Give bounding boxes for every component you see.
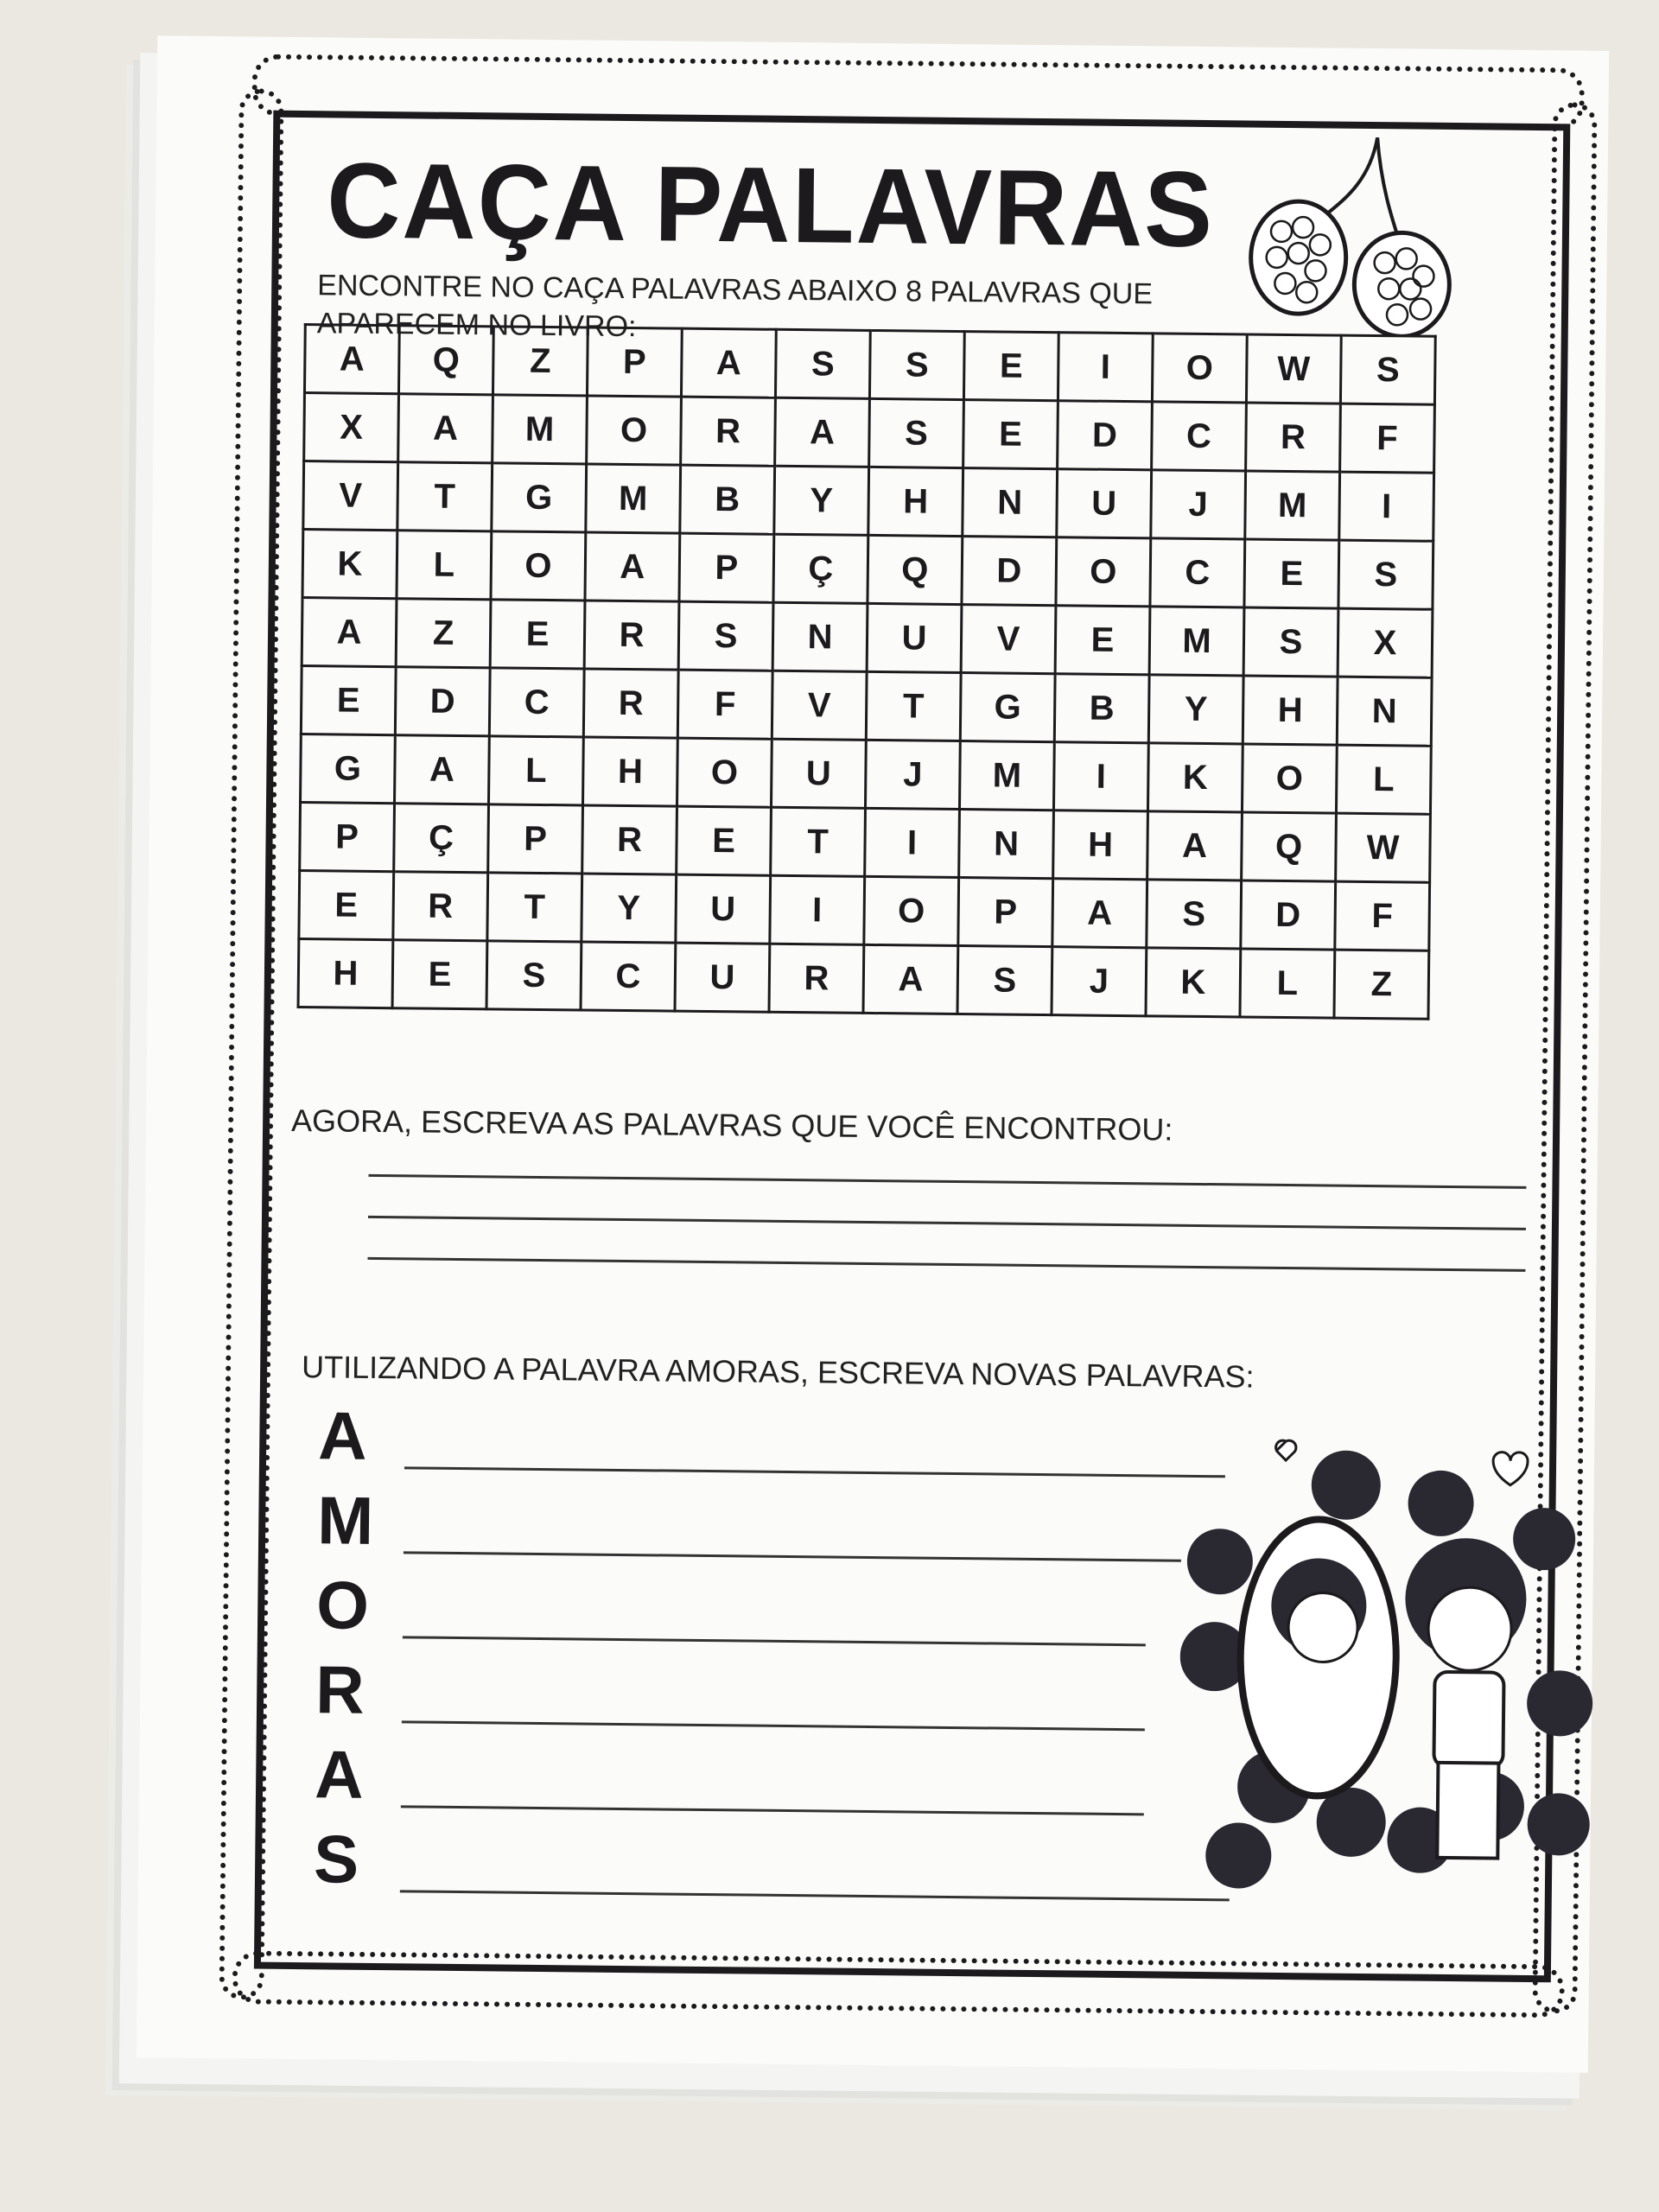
worksheet-page (137, 35, 1609, 2072)
grid-cell[interactable]: I (1053, 742, 1148, 811)
grid-cell[interactable]: Y (582, 874, 677, 943)
grid-cell[interactable]: S (678, 601, 773, 671)
grid-cell[interactable]: M (959, 741, 1054, 810)
grid-cell[interactable]: A (398, 394, 493, 463)
grid-cell[interactable]: L (1336, 745, 1431, 814)
grid-cell[interactable]: J (1151, 470, 1246, 539)
acrostic-line[interactable] (402, 1720, 1145, 1731)
grid-cell[interactable]: U (771, 739, 866, 808)
grid-cell[interactable]: S (869, 398, 964, 467)
grid-cell[interactable]: K (1146, 948, 1241, 1017)
grid-cell[interactable]: R (582, 805, 677, 874)
grid-cell[interactable]: C (489, 668, 584, 737)
acrostic-line[interactable] (403, 1636, 1146, 1646)
grid-cell[interactable]: A (1147, 811, 1243, 880)
grid-cell[interactable]: W (1336, 813, 1431, 882)
grid-cell[interactable]: X (1338, 608, 1433, 677)
answer-line[interactable] (368, 1174, 1526, 1189)
grid-cell[interactable]: B (1054, 674, 1149, 743)
acrostic-letter: A (314, 1736, 365, 1813)
grid-cell[interactable]: F (1335, 881, 1430, 950)
worksheet-frame (254, 111, 1570, 1983)
grid-row (301, 666, 1432, 747)
grid-cell[interactable]: J (1052, 947, 1147, 1016)
grid-cell[interactable]: T (487, 873, 582, 942)
acrostic-line[interactable] (400, 1890, 1230, 1901)
grid-cell[interactable]: H (1243, 676, 1338, 745)
grid-cell[interactable]: V (772, 671, 867, 740)
grid-cell[interactable]: S (1147, 880, 1242, 949)
grid-cell[interactable]: V (303, 461, 398, 531)
grid-cell[interactable]: U (1057, 469, 1152, 538)
grid-cell[interactable]: O (864, 876, 959, 945)
grid-cell[interactable]: S (1243, 607, 1338, 677)
grid-cell[interactable]: E (490, 600, 585, 669)
grid-cell[interactable]: M (1245, 471, 1340, 540)
grid-cell[interactable]: P (300, 803, 395, 872)
acrostic-line[interactable] (404, 1466, 1225, 1478)
grid-cell[interactable]: A (775, 397, 870, 467)
grid-cell[interactable]: A (395, 735, 490, 804)
grid-row (298, 939, 1429, 1020)
instruction-text: ENCONTRE NO CAÇA PALAVRAS ABAIXO 8 PALAVRAS QUE APARECEM NO LIVRO: (316, 269, 1154, 344)
grid-cell[interactable]: P (958, 878, 1053, 947)
grid-cell[interactable]: K (302, 530, 397, 599)
grid-cell[interactable]: N (963, 468, 1058, 537)
grid-row (302, 530, 1433, 610)
grid-cell[interactable]: D (1058, 401, 1153, 470)
grid-cell[interactable]: S (486, 941, 582, 1010)
grid-cell[interactable]: U (867, 603, 962, 672)
grid-cell[interactable]: R (584, 601, 679, 670)
grid-cell[interactable]: R (769, 944, 864, 1013)
grid-cell[interactable]: O (587, 396, 682, 465)
grid-cell[interactable]: Y (1148, 675, 1243, 744)
grid-cell[interactable]: C (581, 942, 676, 1011)
grid-cell[interactable]: Q (868, 535, 963, 604)
grid-cell[interactable]: E (299, 871, 394, 940)
acrostic-letter: A (317, 1397, 368, 1474)
grid-cell[interactable]: R (1246, 403, 1341, 472)
grid-row (301, 734, 1432, 815)
grid-cell[interactable]: R (583, 669, 678, 738)
acrostic-letter: S (313, 1821, 359, 1897)
grid-cell[interactable]: A (302, 598, 397, 667)
grid-cell[interactable]: A (681, 328, 776, 397)
grid-cell[interactable]: C (1152, 402, 1247, 471)
grid-cell[interactable]: M (586, 464, 681, 533)
grid-cell[interactable]: K (1147, 743, 1243, 812)
grid-cell[interactable]: O (1056, 537, 1151, 607)
grid-cell[interactable]: G (492, 463, 587, 532)
grid-cell[interactable]: Z (396, 599, 491, 668)
grid-cell[interactable]: V (961, 605, 1056, 674)
grid-row (302, 598, 1433, 678)
grid-cell[interactable]: I (770, 875, 865, 944)
grid-cell[interactable]: E (963, 400, 1058, 469)
grid-cell[interactable]: D (395, 667, 490, 736)
grid-cell[interactable]: F (677, 670, 772, 739)
grid-cell[interactable]: P (679, 533, 774, 602)
grid-cell[interactable]: S (869, 330, 964, 399)
grid-cell[interactable]: N (772, 602, 868, 671)
grid-cell[interactable]: R (393, 872, 488, 941)
page-title: CAÇA PALAVRAS (326, 141, 1215, 270)
grid-cell[interactable]: E (392, 940, 487, 1009)
grid-cell[interactable]: H (582, 737, 677, 806)
grid-cell[interactable]: S (1340, 335, 1435, 404)
grid-cell[interactable]: Ç (773, 534, 868, 603)
grid-cell[interactable]: E (677, 806, 772, 875)
grid-cell[interactable]: B (680, 465, 775, 534)
grid-cell[interactable]: E (1055, 606, 1150, 675)
grid-cell[interactable]: E (1244, 539, 1339, 608)
grid-cell[interactable]: G (960, 673, 1055, 742)
grid-cell[interactable]: C (1150, 538, 1245, 607)
grid-cell[interactable]: L (397, 531, 492, 600)
answer-line[interactable] (367, 1257, 1525, 1272)
grid-cell[interactable]: S (1338, 540, 1433, 609)
grid-cell[interactable]: P (488, 804, 583, 874)
grid-cell[interactable]: U (675, 943, 770, 1012)
grid-cell[interactable]: O (677, 738, 772, 807)
grid-cell[interactable]: Ç (394, 804, 489, 873)
grid-cell[interactable]: L (489, 736, 584, 805)
grid-cell[interactable]: D (1241, 880, 1336, 950)
grid-cell[interactable]: Z (1334, 950, 1429, 1019)
word-search-grid (297, 323, 1437, 1020)
grid-cell[interactable]: H (868, 467, 963, 536)
grid-cell[interactable]: A (1052, 879, 1147, 948)
grid-row (304, 393, 1435, 474)
grid-cell[interactable]: Y (774, 466, 869, 535)
grid-cell[interactable]: T (771, 807, 866, 876)
grid-cell[interactable]: A (585, 532, 680, 601)
grid-cell[interactable]: S (957, 946, 1052, 1015)
grid-cell[interactable]: I (1058, 333, 1153, 402)
acrostic-line[interactable] (404, 1551, 1181, 1561)
grid-cell[interactable]: M (1149, 607, 1244, 676)
grid-cell[interactable]: S (775, 329, 870, 398)
grid-cell[interactable]: A (863, 944, 958, 1014)
grid-cell[interactable]: M (493, 395, 588, 464)
answer-line[interactable] (368, 1216, 1526, 1230)
children-mirror-illustration (1178, 1432, 1598, 1903)
grid-row (300, 803, 1431, 883)
grid-row (299, 871, 1430, 951)
grid-cell[interactable]: A (304, 325, 399, 394)
grid-cell[interactable]: Z (493, 327, 588, 396)
grid-cell[interactable]: W (1246, 334, 1341, 404)
grid-cell[interactable]: T (866, 671, 961, 741)
grid-cell[interactable]: G (301, 734, 396, 804)
grid-row (304, 325, 1435, 405)
grid-cell[interactable]: H (298, 939, 393, 1008)
grid-cell[interactable]: O (1242, 744, 1337, 813)
grid-cell[interactable]: T (397, 462, 493, 531)
grid-cell[interactable]: L (1240, 949, 1335, 1018)
acrostic-letter: O (315, 1567, 370, 1643)
grid-cell[interactable]: H (1053, 810, 1148, 880)
grid-cell[interactable]: O (1152, 334, 1247, 403)
grid-cell[interactable]: P (587, 327, 682, 397)
grid-row (303, 461, 1434, 542)
acrostic-letter: M (316, 1482, 374, 1559)
acrostic-line[interactable] (401, 1805, 1144, 1815)
acrostic-prompt: UTILIZANDO A PALAVRA AMORAS, ESCREVA NOVAS PALAVRAS: (301, 1349, 1255, 1395)
acrostic-letter: R (315, 1651, 365, 1728)
grid-cell[interactable]: E (963, 332, 1058, 401)
grid-cell[interactable]: Q (398, 326, 493, 395)
grid-cell[interactable]: X (304, 393, 399, 462)
grid-cell[interactable]: J (865, 740, 960, 809)
grid-cell[interactable]: R (681, 397, 776, 466)
grid-cell[interactable]: D (962, 537, 1057, 606)
grid-cell[interactable]: Q (1242, 812, 1337, 881)
grid-cell[interactable]: N (959, 810, 1054, 879)
grid-cell[interactable]: U (676, 874, 771, 944)
grid-cell[interactable]: I (1339, 472, 1434, 541)
write-words-prompt: AGORA, ESCREVA AS PALAVRAS QUE VOCÊ ENCONTROU: (290, 1102, 1173, 1147)
grid-cell[interactable]: F (1340, 404, 1435, 473)
grid-cell[interactable]: O (491, 531, 586, 601)
grid-cell[interactable]: N (1337, 677, 1432, 746)
blackberries-icon (1229, 136, 1472, 337)
grid-cell[interactable]: E (301, 666, 396, 735)
grid-cell[interactable]: I (865, 808, 960, 877)
